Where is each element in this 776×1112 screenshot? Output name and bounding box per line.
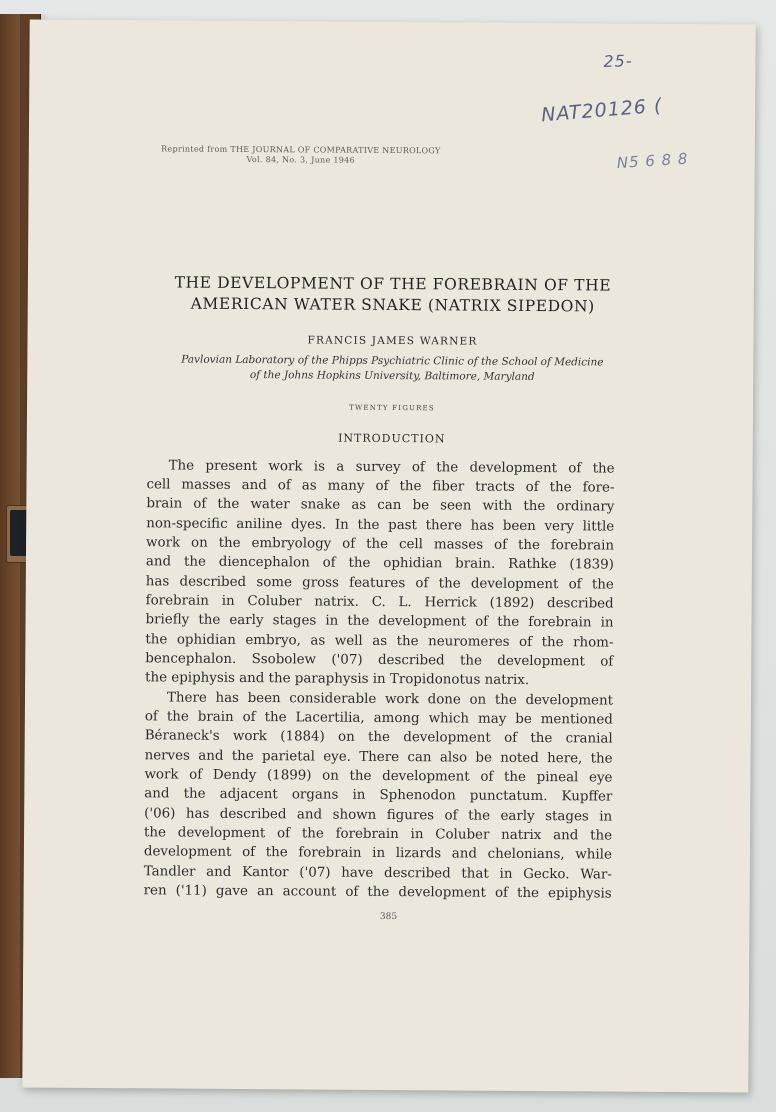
- reprint-notice: Reprinted from THE JOURNAL OF COMPARATIVE NEUROLOGY: [161, 144, 441, 156]
- page-number: 385: [379, 911, 398, 923]
- figure-count: TWENTY FIGURES: [349, 403, 435, 413]
- body-line: the ophidian embryo, as well as the neuromeres of the rhom-: [145, 632, 614, 651]
- body-line: There has been considerable work done on the development: [166, 690, 614, 709]
- body-line: cell masses and of as many of the fiber tracts of the fore-: [146, 477, 615, 496]
- author-name: FRANCIS JAMES WARNER: [307, 334, 478, 348]
- article-title-line-2: AMERICAN WATER SNAKE (NATRIX SIPEDON): [190, 294, 595, 316]
- body-line: Béraneck's work (1884) on the development of the cranial: [144, 728, 613, 747]
- body-line: ren ('11) gave an account of the development of the epiphysis: [143, 883, 612, 902]
- paper-page: [22, 19, 755, 1092]
- body-line: nerves and the parietal eye. There can also be noted here, the: [144, 748, 613, 767]
- article-title-line-1: THE DEVELOPMENT OF THE FOREBRAIN OF THE: [174, 273, 612, 295]
- affiliation-line-2: of the Johns Hopkins University, Baltimore, Maryland: [249, 369, 535, 384]
- body-line: non-specific aniline dyes. In the past there has been very little: [146, 516, 615, 535]
- body-line: work on the embryology of the cell masses of the forebrain: [146, 535, 615, 554]
- handwritten-note-faded: N5 6 8 8: [616, 149, 689, 173]
- section-heading: INTRODUCTION: [338, 431, 446, 446]
- body-line: forebrain in Coluber natrix. C. L. Herrick (1892) described: [145, 593, 614, 612]
- body-line: work of Dendy (1899) on the development of the pineal eye: [144, 767, 613, 786]
- handwritten-catalog-number: NAT20126 (: [540, 94, 664, 127]
- body-line: ('06) has described and shown figures of the early stages in: [144, 806, 613, 825]
- reprint-volume: Vol. 84, No. 3, June 1946: [246, 154, 355, 165]
- handwritten-note-top: 25-: [603, 51, 633, 71]
- body-line: briefly the early stages in the development of the forebrain in: [145, 612, 614, 631]
- body-line: the development of the forebrain in Coluber natrix and the: [144, 825, 613, 844]
- body-line: and the diencephalon of the ophidian brain. Rathke (1839): [145, 554, 614, 573]
- body-line: has described some gross features of the development of the: [145, 574, 614, 593]
- body-line: and the adjacent organs in Sphenodon punctatum. Kupffer: [144, 786, 613, 805]
- body-line: brain of the water snake as can be seen with the ordinary: [146, 496, 615, 515]
- body-line: The present work is a survey of the development of the: [168, 458, 615, 477]
- body-line: the epiphysis and the paraphysis in Tropidonotus natrix.: [145, 670, 530, 688]
- body-line: development of the forebrain in lizards and chelonians, while: [143, 844, 612, 863]
- affiliation-line-1: Pavlovian Laboratory of the Phipps Psychiatric Clinic of the School of Medicine: [181, 353, 604, 369]
- body-line: Tandler and Kantor ('07) have described that in Gecko. War-: [143, 864, 612, 883]
- body-line: bencephalon. Ssobolew ('07) described the development of: [145, 651, 614, 670]
- body-line: of the brain of the Lacertilia, among which may be mentioned: [144, 709, 613, 728]
